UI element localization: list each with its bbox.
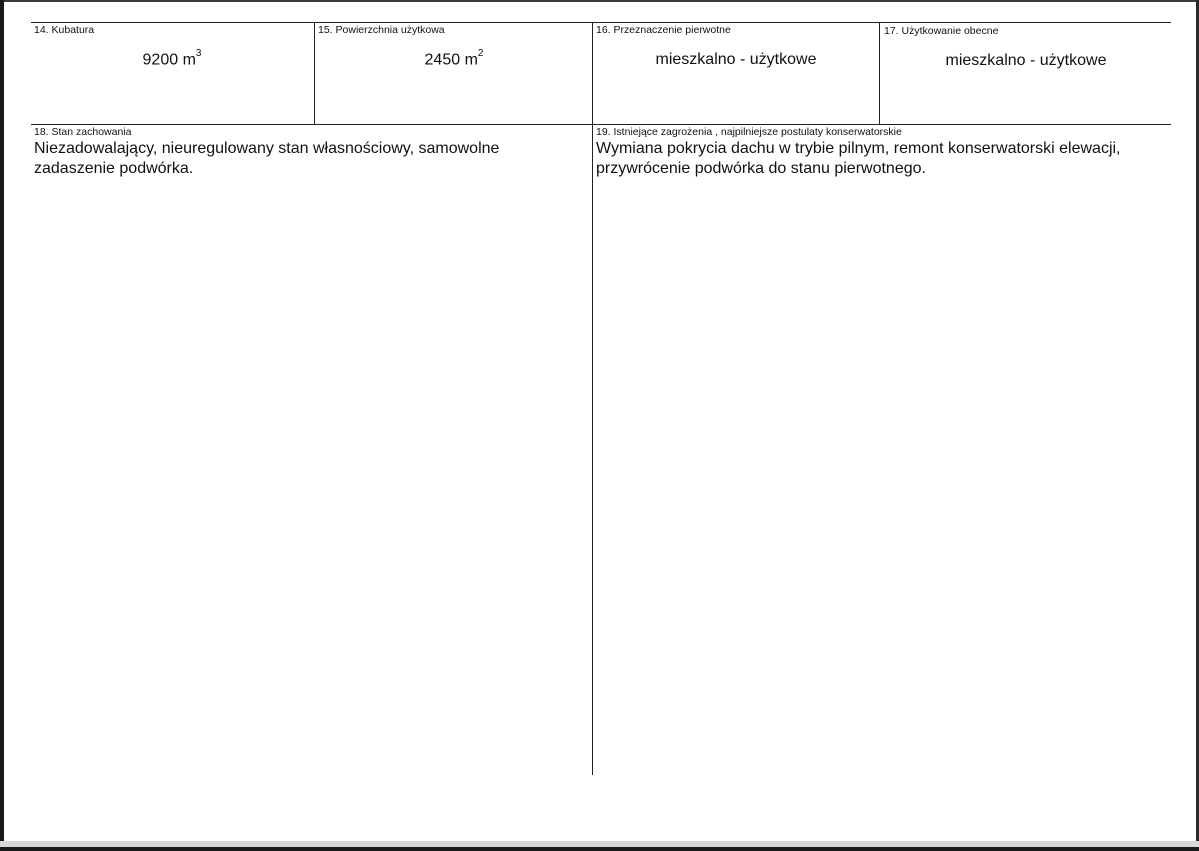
zagrozenia-label: 19. Istniejące zagrożenia , najpilniejsze postulaty konserwatorskie (596, 126, 902, 138)
powierzchnia-value (316, 50, 592, 69)
kubatura-number: 9200 m (142, 51, 196, 69)
scan-edge-bottom (0, 847, 1199, 851)
divider-16-17 (879, 22, 880, 124)
kubatura-value (34, 50, 310, 69)
divider-15-16 (592, 22, 593, 775)
scan-edge-top (0, 0, 1199, 2)
row2-top-border (31, 124, 1171, 125)
powierzchnia-number: 2450 m (424, 51, 478, 69)
stan-zachowania-text (34, 139, 590, 179)
row1-top-border (31, 22, 1171, 23)
zagrozenia-text (596, 139, 1171, 179)
zagrozenia-line-1: Wymiana pokrycia dachu w trybie pilnym, remont konserwatorski elewacji, (596, 140, 1121, 157)
stan-zachowania-label: 18. Stan zachowania (34, 126, 132, 138)
uzytkowanie-label: 17. Użytkowanie obecne (884, 25, 999, 37)
powierzchnia-exponent: 2 (477, 48, 484, 59)
przeznaczenie-label: 16. Przeznaczenie pierwotne (596, 24, 731, 36)
kubatura-exponent: 3 (195, 48, 202, 59)
divider-14-15 (314, 22, 315, 124)
kubatura-label: 14. Kubatura (34, 24, 95, 36)
uzytkowanie-value: mieszkalno - użytkowe (945, 52, 1107, 69)
zagrozenia-line-2: przywrócenie podwórka do stanu pierwotnego. (596, 160, 926, 177)
stan-zachowania-line-1: Niezadowalający, nieuregulowany stan własnościowy, samowolne (34, 140, 500, 157)
powierzchnia-label: 15. Powierzchnia użytkowa (318, 24, 445, 36)
stan-zachowania-line-2: zadaszenie podwórka. (34, 160, 194, 177)
przeznaczenie-value: mieszkalno - użytkowe (655, 51, 817, 68)
scan-edge-left (0, 0, 4, 851)
